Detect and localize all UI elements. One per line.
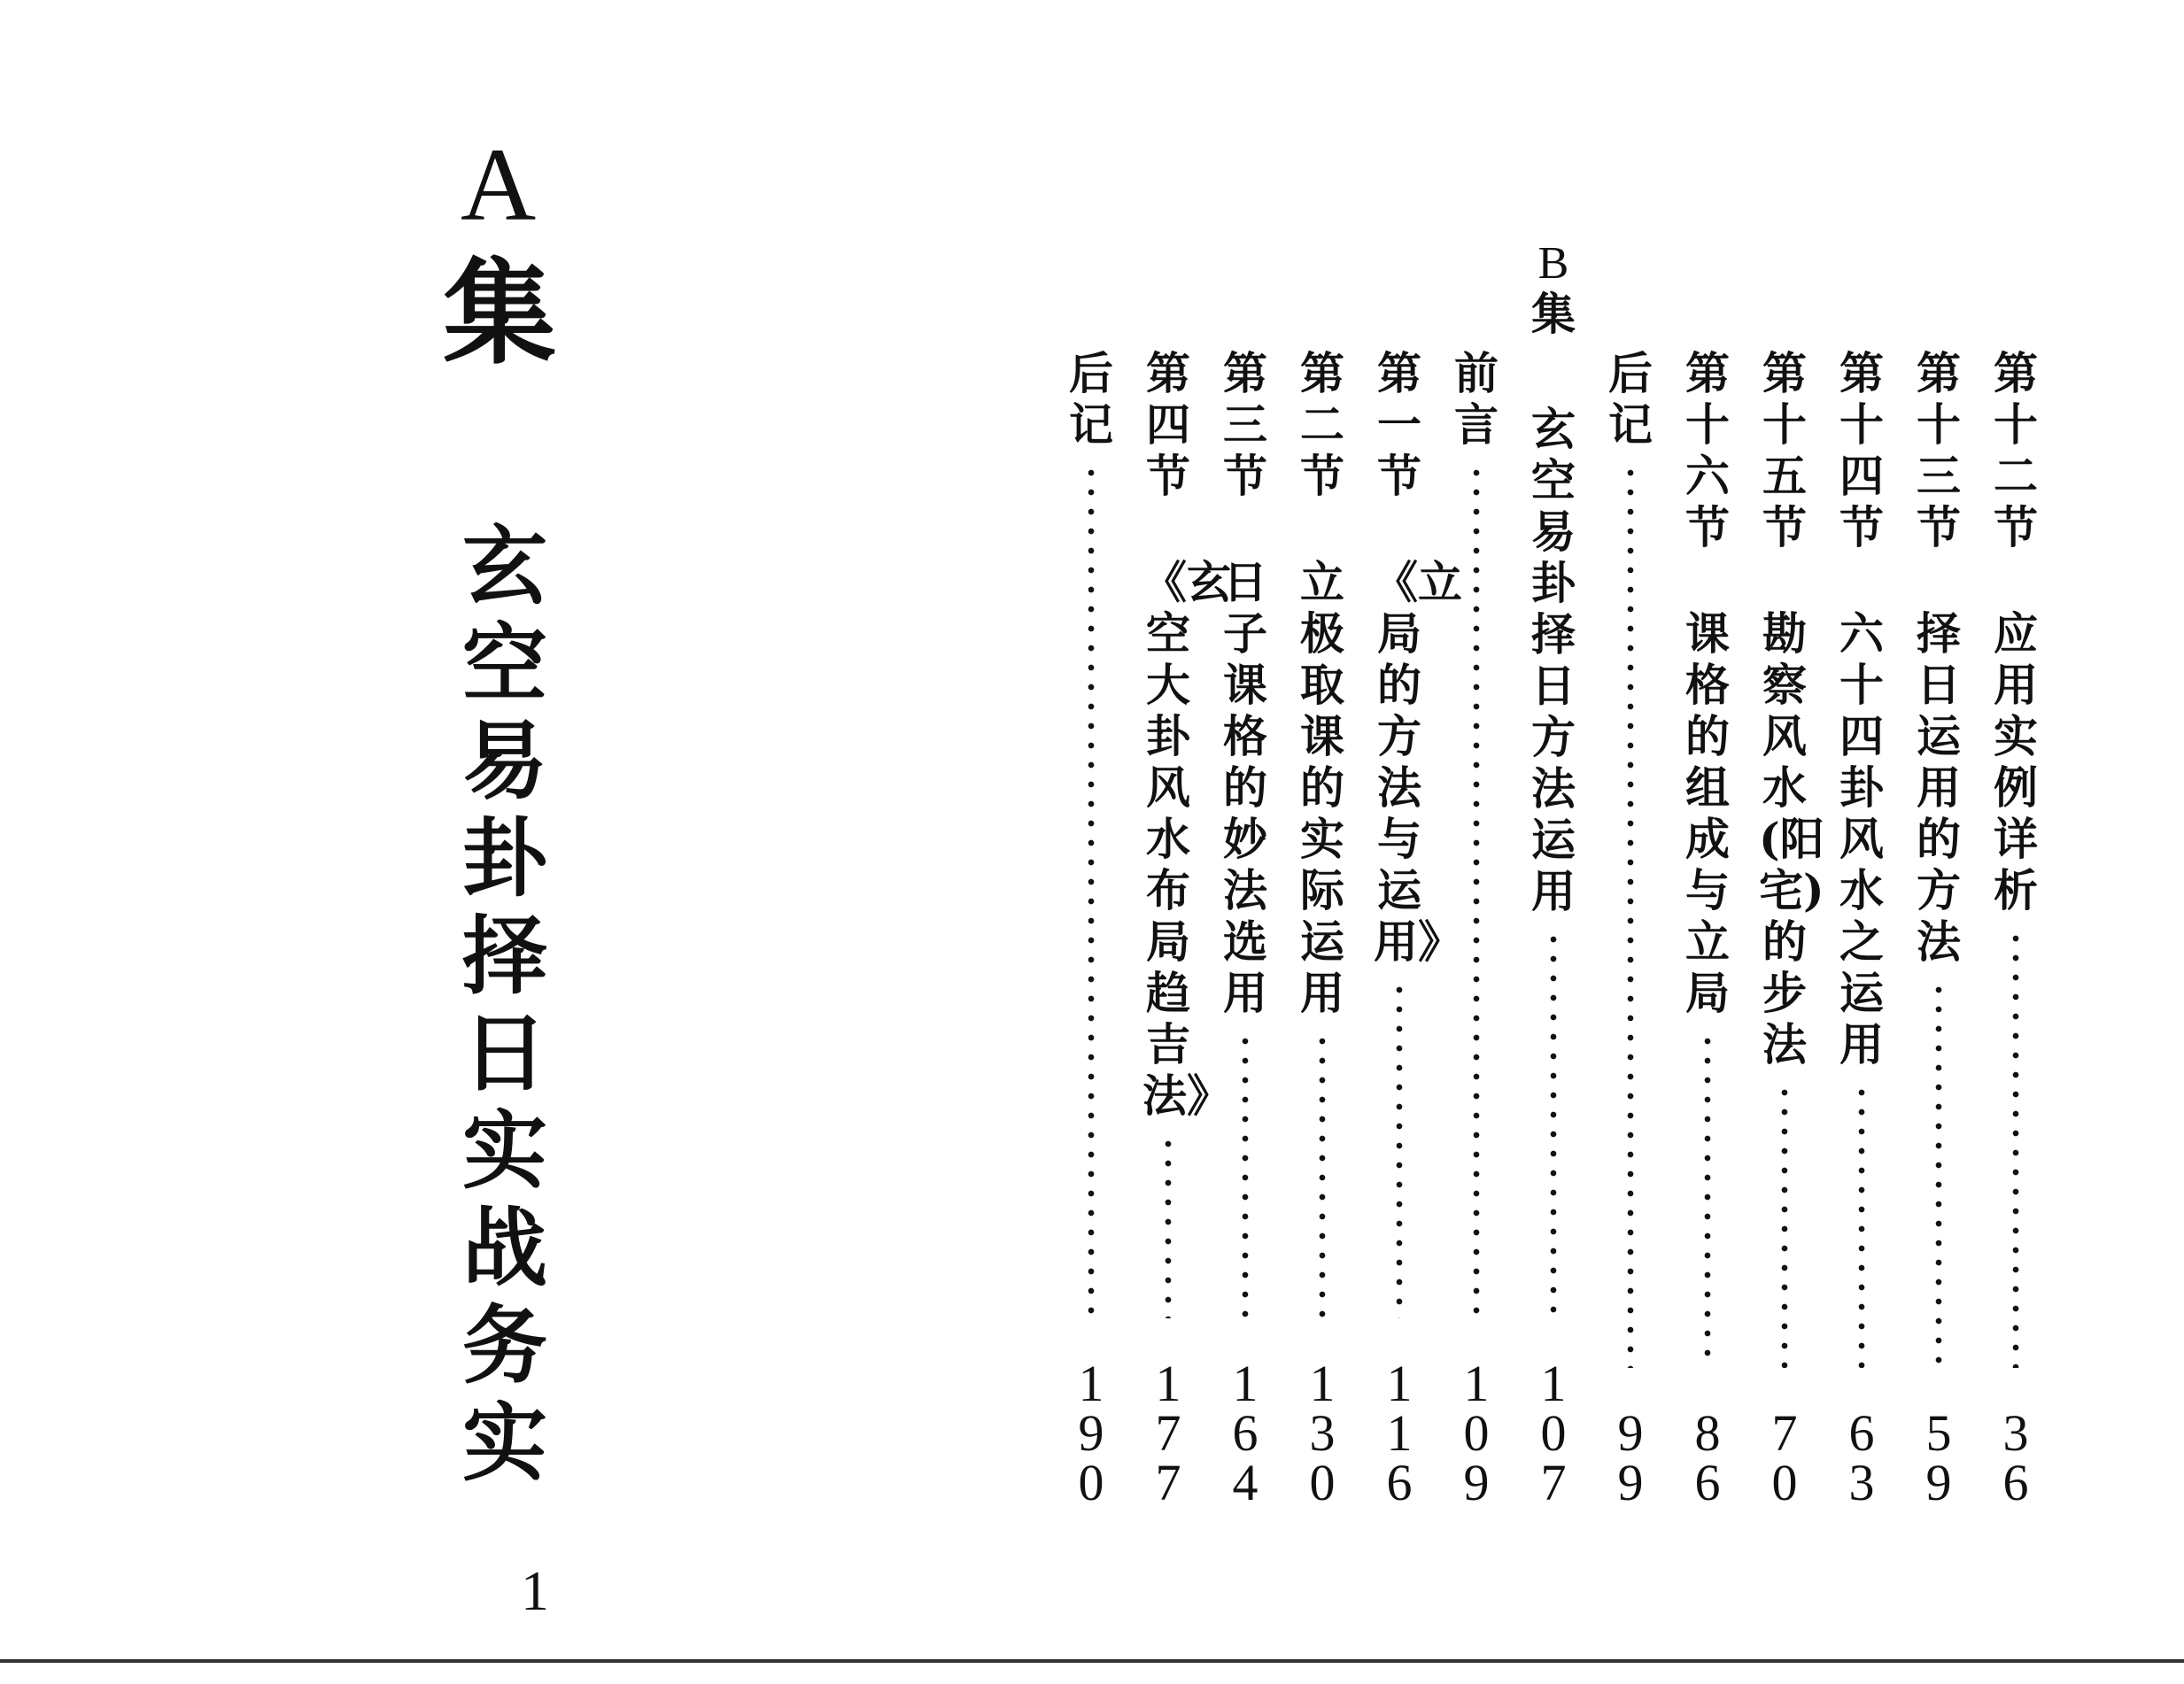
toc-entry-page: 116 <box>1386 1355 1413 1511</box>
toc-entry <box>1522 403 1584 1511</box>
toc-entry-page: 130 <box>1309 1355 1336 1511</box>
leader-dots <box>1242 1031 1249 1318</box>
toc-entry-page: 99 <box>1617 1404 1644 1511</box>
set-a-char: 集 <box>443 247 557 380</box>
leader-dots <box>1627 463 1634 1368</box>
toc-entry-label: 第四节 <box>1146 347 1190 502</box>
toc-entry-label: 后记 <box>1608 347 1653 451</box>
toc-entry-label: 后记 <box>1069 347 1113 451</box>
toc-entry-title: 课格的组成与立局 <box>1685 607 1730 1019</box>
leader-dots <box>1550 930 1557 1318</box>
toc-entry-title: 玄空易卦择日方法运用 <box>1531 403 1576 917</box>
leader-dots <box>1781 1083 1788 1368</box>
toc-entry-title: 择日运用的方法 <box>1917 607 1961 968</box>
toc-entry-title: 六十四卦风水之运用 <box>1839 607 1884 1070</box>
leader-dots <box>1935 980 1942 1368</box>
toc-entry-page: 63 <box>1848 1404 1875 1511</box>
toc-entry-label: 第三节 <box>1223 347 1267 502</box>
leader-dots <box>1704 1031 1711 1368</box>
toc-entry <box>1060 347 1122 1511</box>
toc-entry-title: 日子课格的妙法选用 <box>1223 556 1267 1019</box>
set-b-letter: B <box>1537 238 1569 289</box>
toc-entry <box>1137 347 1231 1511</box>
toc-entry <box>1599 347 1661 1511</box>
toc-entry-title: 应用实例详析 <box>1994 607 2038 916</box>
toc-entry <box>1291 347 1353 1511</box>
leader-dots <box>1165 1134 1172 1318</box>
set-a-title: 玄空易卦择日实战务实 <box>462 516 547 1493</box>
toc-entry-label: 第二节 <box>1300 347 1344 502</box>
toc-entry-label: 第一节 <box>1377 347 1421 502</box>
toc-entry-page: 164 <box>1232 1355 1259 1511</box>
toc-entry-label: 第十四节 <box>1839 347 1884 553</box>
toc-entry-page: 86 <box>1694 1404 1721 1511</box>
set-a-letter: A <box>461 127 537 243</box>
toc-entry-page: 109 <box>1463 1355 1490 1511</box>
set-b-char: 集 <box>1531 288 1576 340</box>
toc-entry-page: 107 <box>1540 1355 1567 1511</box>
leader-dots <box>2012 929 2019 1368</box>
toc-entry-label: 第十六节 <box>1685 347 1730 553</box>
toc-entry-label: 第十二节 <box>1994 347 2038 553</box>
toc-entry <box>1754 347 1824 1511</box>
leader-dots <box>1088 463 1095 1318</box>
toc-entry <box>1368 347 1462 1511</box>
toc-entry-page: 70 <box>1771 1404 1798 1511</box>
leader-dots <box>1319 1031 1326 1318</box>
page-number: 1 <box>521 1559 549 1622</box>
toc-entry-title: 立极取课的实际运用 <box>1300 556 1344 1019</box>
toc-entry <box>1677 347 1739 1511</box>
scan-edge-line <box>0 1659 2184 1663</box>
set-b-heading <box>1522 238 1584 340</box>
leader-dots <box>1858 1083 1865 1368</box>
toc-entry-title: 《玄空大卦风水布局趋吉法》 <box>1142 556 1231 1122</box>
toc-entry <box>1831 347 1893 1511</box>
toc-entry-page: 59 <box>1925 1404 1952 1511</box>
toc-entry-page: 36 <box>2002 1404 2029 1511</box>
toc-entry-page: 177 <box>1155 1355 1181 1511</box>
toc-entry <box>1908 347 1970 1511</box>
toc-entry <box>1214 347 1276 1511</box>
leader-dots <box>1396 980 1403 1318</box>
toc-entry <box>1985 347 2047 1511</box>
toc-entry-label: 第十五节 <box>1762 347 1807 553</box>
toc-entry-title: 勘察风水(阳宅)的步法 <box>1759 607 1824 1070</box>
toc-entry-title: 《立局的方法与运用》 <box>1374 556 1462 968</box>
toc-entry-page: 190 <box>1078 1355 1104 1511</box>
toc-entry-label: 前言 <box>1454 347 1499 451</box>
toc-entry-label: 第十三节 <box>1917 347 1961 553</box>
leader-dots <box>1473 463 1480 1318</box>
